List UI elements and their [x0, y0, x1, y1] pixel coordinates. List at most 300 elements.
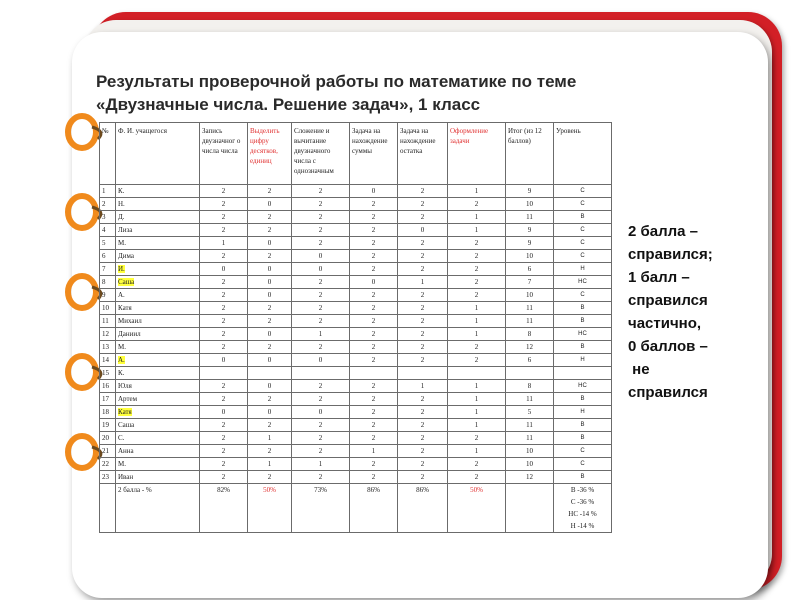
- score-cell: 1: [448, 393, 506, 406]
- score-cell: 2: [292, 315, 350, 328]
- score-cell: 1: [448, 302, 506, 315]
- level-cell: НС: [554, 380, 612, 393]
- level-percent: НС -14 %: [568, 510, 597, 518]
- score-cell: 10: [506, 445, 554, 458]
- summary-percent-cell: 73%: [292, 484, 350, 533]
- score-cell: 2: [292, 237, 350, 250]
- student-name-cell: [116, 380, 200, 393]
- legend-line: справился: [628, 384, 708, 401]
- legend-line: 2 балла –: [628, 223, 699, 240]
- table-row: [100, 406, 612, 419]
- student-name: И.: [118, 265, 125, 273]
- score-cell: 1: [448, 445, 506, 458]
- table-row: [100, 211, 612, 224]
- score-cell: [448, 367, 506, 380]
- score-cell: 2: [398, 237, 448, 250]
- score-cell: 2: [292, 198, 350, 211]
- column-header: Задача на нахождение остатка: [398, 123, 448, 185]
- level-cell: Н: [554, 263, 612, 276]
- level-cell: Н: [554, 406, 612, 419]
- summary-percent-cell: 86%: [398, 484, 448, 533]
- table-row: [100, 315, 612, 328]
- table-row: [100, 419, 612, 432]
- table-row: [100, 432, 612, 445]
- summary-percent-cell: 50%: [448, 484, 506, 533]
- summary-percent-cell: [506, 484, 554, 533]
- score-cell: 2: [350, 458, 398, 471]
- student-name: Анна: [118, 447, 134, 455]
- score-cell: 0: [200, 406, 248, 419]
- row-number: 20: [100, 432, 116, 445]
- score-cell: 2: [350, 471, 398, 484]
- student-name-cell: [116, 276, 200, 289]
- level-cell: С: [554, 445, 612, 458]
- column-header: Уровень: [554, 123, 612, 185]
- score-cell: 1: [350, 445, 398, 458]
- legend-line: справился;: [628, 246, 713, 263]
- score-cell: 2: [292, 445, 350, 458]
- student-name: М.: [118, 460, 126, 468]
- score-cell: 0: [248, 406, 292, 419]
- score-cell: 8: [506, 380, 554, 393]
- score-cell: 9: [506, 224, 554, 237]
- score-cell: 2: [248, 471, 292, 484]
- level-cell: С: [554, 289, 612, 302]
- score-cell: 1: [448, 406, 506, 419]
- score-cell: 2: [448, 289, 506, 302]
- student-name: С.: [118, 434, 125, 442]
- student-name-cell: [116, 432, 200, 445]
- score-cell: 2: [350, 198, 398, 211]
- score-cell: 0: [350, 276, 398, 289]
- column-header: Итог (из 12 баллов): [506, 123, 554, 185]
- legend-line: справился: [628, 292, 708, 309]
- score-cell: 2: [292, 393, 350, 406]
- score-cell: 1: [398, 380, 448, 393]
- score-cell: 2: [398, 315, 448, 328]
- score-cell: 0: [200, 354, 248, 367]
- student-name-cell: [116, 185, 200, 198]
- score-cell: 2: [350, 406, 398, 419]
- level-cell: Н: [554, 354, 612, 367]
- student-name: Юля: [118, 382, 132, 390]
- results-table-container: [99, 122, 611, 533]
- score-cell: 2: [398, 185, 448, 198]
- score-cell: 2: [448, 354, 506, 367]
- score-cell: 2: [448, 471, 506, 484]
- student-name: Н.: [118, 200, 125, 208]
- score-cell: 0: [248, 354, 292, 367]
- score-cell: 0: [248, 198, 292, 211]
- score-cell: [350, 367, 398, 380]
- row-number: 16: [100, 380, 116, 393]
- level-cell: В: [554, 419, 612, 432]
- score-cell: 0: [398, 224, 448, 237]
- column-header: Выделить цифру десятков, единиц: [248, 123, 292, 185]
- column-header: Оформление задачи: [448, 123, 506, 185]
- score-cell: 2: [200, 185, 248, 198]
- row-number: 1: [100, 185, 116, 198]
- score-cell: 2: [398, 393, 448, 406]
- table-row: [100, 354, 612, 367]
- score-cell: 2: [398, 211, 448, 224]
- row-number: 2: [100, 198, 116, 211]
- score-cell: 2: [448, 263, 506, 276]
- score-cell: 1: [448, 211, 506, 224]
- score-cell: 1: [448, 380, 506, 393]
- table-row: [100, 471, 612, 484]
- score-cell: 6: [506, 354, 554, 367]
- column-header: Ф. И. учащегося: [116, 123, 200, 185]
- score-cell: 2: [292, 341, 350, 354]
- table-row: [100, 458, 612, 471]
- score-cell: 2: [398, 432, 448, 445]
- score-cell: 0: [292, 250, 350, 263]
- score-cell: 2: [398, 419, 448, 432]
- level-cell: С: [554, 250, 612, 263]
- score-cell: 2: [248, 315, 292, 328]
- student-name: Артем: [118, 395, 138, 403]
- student-name-cell: [116, 471, 200, 484]
- score-cell: 0: [200, 263, 248, 276]
- score-cell: 0: [248, 276, 292, 289]
- row-number: 18: [100, 406, 116, 419]
- row-number: 11: [100, 315, 116, 328]
- score-cell: 2: [350, 354, 398, 367]
- score-cell: 2: [448, 237, 506, 250]
- score-cell: 2: [350, 315, 398, 328]
- student-name-cell: [116, 406, 200, 419]
- score-cell: 2: [248, 185, 292, 198]
- score-cell: 2: [248, 250, 292, 263]
- score-cell: 1: [292, 458, 350, 471]
- student-name-cell: [116, 354, 200, 367]
- level-cell: В: [554, 315, 612, 328]
- score-cell: 2: [200, 341, 248, 354]
- table-row: [100, 237, 612, 250]
- level-cell: С: [554, 458, 612, 471]
- score-cell: 0: [292, 354, 350, 367]
- score-cell: 10: [506, 458, 554, 471]
- summary-percent-cell: 50%: [248, 484, 292, 533]
- table-body: [100, 185, 612, 533]
- score-cell: 2: [292, 224, 350, 237]
- student-name: Дима: [118, 252, 135, 260]
- score-cell: 2: [448, 432, 506, 445]
- legend-line: 1 балл –: [628, 269, 690, 286]
- level-cell: В: [554, 211, 612, 224]
- score-cell: 2: [398, 328, 448, 341]
- row-number: 3: [100, 211, 116, 224]
- score-cell: 2: [398, 406, 448, 419]
- score-cell: 2: [350, 341, 398, 354]
- score-cell: 1: [448, 315, 506, 328]
- score-cell: 0: [248, 289, 292, 302]
- score-cell: 2: [292, 289, 350, 302]
- score-cell: 2: [200, 315, 248, 328]
- score-cell: 0: [248, 263, 292, 276]
- score-cell: 2: [248, 224, 292, 237]
- table-row: [100, 198, 612, 211]
- score-cell: 2: [292, 276, 350, 289]
- score-cell: 2: [200, 419, 248, 432]
- score-cell: 2: [398, 263, 448, 276]
- student-name-cell: [116, 393, 200, 406]
- summary-percent-cell: 82%: [200, 484, 248, 533]
- column-header: №: [100, 123, 116, 185]
- score-cell: 0: [248, 237, 292, 250]
- score-cell: [292, 367, 350, 380]
- score-cell: 2: [292, 432, 350, 445]
- student-name: М.: [118, 343, 126, 351]
- summary-levels-cell: [554, 484, 612, 533]
- level-cell: НС: [554, 328, 612, 341]
- student-name-cell: [116, 458, 200, 471]
- level-cell: С: [554, 237, 612, 250]
- row-number: 17: [100, 393, 116, 406]
- score-cell: 2: [200, 445, 248, 458]
- score-cell: 9: [506, 185, 554, 198]
- score-cell: 2: [350, 237, 398, 250]
- student-name: Лиза: [118, 226, 133, 234]
- row-number: 14: [100, 354, 116, 367]
- table-row: [100, 367, 612, 380]
- score-cell: 2: [248, 419, 292, 432]
- score-cell: [506, 367, 554, 380]
- table-row: [100, 263, 612, 276]
- score-cell: 2: [292, 185, 350, 198]
- score-cell: 11: [506, 419, 554, 432]
- table-row: [100, 250, 612, 263]
- row-number: 9: [100, 289, 116, 302]
- score-cell: 2: [200, 458, 248, 471]
- score-cell: 2: [448, 276, 506, 289]
- student-name-cell: [116, 237, 200, 250]
- score-cell: 1: [292, 328, 350, 341]
- score-cell: 9: [506, 237, 554, 250]
- score-cell: 12: [506, 341, 554, 354]
- score-cell: 2: [350, 302, 398, 315]
- score-cell: 5: [506, 406, 554, 419]
- score-cell: 2: [398, 354, 448, 367]
- score-cell: [200, 367, 248, 380]
- score-cell: 10: [506, 198, 554, 211]
- score-cell: 2: [292, 302, 350, 315]
- student-name-cell: [116, 445, 200, 458]
- table-row: [100, 185, 612, 198]
- grading-legend: [628, 220, 738, 404]
- level-cell: С: [554, 198, 612, 211]
- row-number: 19: [100, 419, 116, 432]
- level-percent: С -36 %: [570, 498, 595, 506]
- score-cell: 8: [506, 328, 554, 341]
- score-cell: 6: [506, 263, 554, 276]
- row-number: 8: [100, 276, 116, 289]
- score-cell: 2: [350, 328, 398, 341]
- score-cell: 2: [248, 445, 292, 458]
- score-cell: 2: [448, 341, 506, 354]
- score-cell: 2: [200, 432, 248, 445]
- results-table: [99, 122, 612, 533]
- row-number: 12: [100, 328, 116, 341]
- level-cell: [554, 367, 612, 380]
- score-cell: 10: [506, 289, 554, 302]
- score-cell: 2: [248, 393, 292, 406]
- student-name-cell: [116, 289, 200, 302]
- score-cell: 1: [200, 237, 248, 250]
- row-number: 23: [100, 471, 116, 484]
- student-name-cell: [116, 419, 200, 432]
- score-cell: 2: [200, 302, 248, 315]
- score-cell: 7: [506, 276, 554, 289]
- score-cell: 2: [200, 211, 248, 224]
- score-cell: 2: [248, 341, 292, 354]
- score-cell: 2: [398, 341, 448, 354]
- score-cell: 2: [200, 328, 248, 341]
- row-number: 13: [100, 341, 116, 354]
- student-name: М.: [118, 239, 126, 247]
- score-cell: 2: [350, 250, 398, 263]
- title-line-1: Результаты проверочной работы по математике по теме: [96, 72, 577, 91]
- level-cell: В: [554, 471, 612, 484]
- legend-line: 0 баллов –: [628, 338, 708, 355]
- score-cell: 12: [506, 471, 554, 484]
- level-cell: В: [554, 393, 612, 406]
- score-cell: 2: [200, 198, 248, 211]
- student-name-cell: [116, 224, 200, 237]
- score-cell: 2: [350, 289, 398, 302]
- level-cell: В: [554, 432, 612, 445]
- table-header-row: [100, 123, 612, 185]
- score-cell: 2: [398, 445, 448, 458]
- score-cell: 2: [398, 250, 448, 263]
- score-cell: 11: [506, 315, 554, 328]
- score-cell: 0: [248, 328, 292, 341]
- table-row: [100, 341, 612, 354]
- student-name-cell: [116, 367, 200, 380]
- score-cell: 2: [200, 276, 248, 289]
- student-name: А.: [118, 291, 125, 299]
- level-cell: С: [554, 185, 612, 198]
- score-cell: 11: [506, 393, 554, 406]
- score-cell: 2: [350, 393, 398, 406]
- student-name: Михаил: [118, 317, 142, 325]
- score-cell: 2: [350, 380, 398, 393]
- score-cell: 2: [350, 211, 398, 224]
- student-name: Иван: [118, 473, 134, 481]
- score-cell: 2: [448, 198, 506, 211]
- level-cell: В: [554, 302, 612, 315]
- legend-line: не: [628, 361, 650, 378]
- score-cell: 2: [350, 263, 398, 276]
- level-cell: НС: [554, 276, 612, 289]
- table-row: [100, 445, 612, 458]
- score-cell: 1: [448, 328, 506, 341]
- row-number: 4: [100, 224, 116, 237]
- score-cell: 2: [350, 224, 398, 237]
- score-cell: 2: [200, 289, 248, 302]
- score-cell: 2: [200, 224, 248, 237]
- student-name-cell: [116, 250, 200, 263]
- table-row: [100, 276, 612, 289]
- score-cell: 1: [248, 458, 292, 471]
- score-cell: 11: [506, 302, 554, 315]
- student-name-cell: [116, 198, 200, 211]
- table-row: [100, 302, 612, 315]
- score-cell: 2: [350, 432, 398, 445]
- row-number: 10: [100, 302, 116, 315]
- student-name-cell: [116, 302, 200, 315]
- column-header: Сложение и вычитание двузначного числа с однозначным: [292, 123, 350, 185]
- score-cell: 11: [506, 211, 554, 224]
- score-cell: 2: [448, 250, 506, 263]
- row-number: 21: [100, 445, 116, 458]
- score-cell: 2: [398, 289, 448, 302]
- score-cell: 1: [448, 185, 506, 198]
- score-cell: [398, 367, 448, 380]
- table-row: [100, 393, 612, 406]
- summary-row: [100, 484, 612, 533]
- score-cell: [248, 367, 292, 380]
- score-cell: 1: [248, 432, 292, 445]
- score-cell: 11: [506, 432, 554, 445]
- score-cell: 2: [248, 302, 292, 315]
- column-header: Запись двузначног о числа числа: [200, 123, 248, 185]
- row-number: 15: [100, 367, 116, 380]
- score-cell: 2: [350, 419, 398, 432]
- score-cell: 2: [398, 198, 448, 211]
- score-cell: 2: [398, 458, 448, 471]
- score-cell: 2: [292, 211, 350, 224]
- table-row: [100, 289, 612, 302]
- level-percent: Н -14 %: [570, 522, 595, 530]
- column-header: Задача на нахождение суммы: [350, 123, 398, 185]
- score-cell: 0: [292, 263, 350, 276]
- table-row: [100, 380, 612, 393]
- score-cell: 1: [398, 276, 448, 289]
- level-cell: С: [554, 224, 612, 237]
- score-cell: 2: [200, 250, 248, 263]
- score-cell: 1: [448, 224, 506, 237]
- summary-empty-cell: [100, 484, 116, 533]
- score-cell: 2: [292, 419, 350, 432]
- row-number: 22: [100, 458, 116, 471]
- student-name: А.: [118, 356, 125, 364]
- legend-line: частично,: [628, 315, 702, 332]
- score-cell: 2: [398, 471, 448, 484]
- score-cell: 0: [248, 380, 292, 393]
- summary-label: 2 балла - %: [116, 484, 200, 533]
- student-name-cell: [116, 328, 200, 341]
- row-number: 6: [100, 250, 116, 263]
- slide-title: [96, 70, 696, 116]
- student-name: Катя: [118, 304, 132, 312]
- student-name: К.: [118, 187, 125, 195]
- student-name: К.: [118, 369, 125, 377]
- summary-percent-cell: 86%: [350, 484, 398, 533]
- student-name-cell: [116, 315, 200, 328]
- level-percent: В -36 %: [570, 486, 595, 494]
- score-cell: 2: [200, 471, 248, 484]
- student-name: Саша: [118, 278, 135, 286]
- student-name-cell: [116, 263, 200, 276]
- student-name: Даниил: [118, 330, 141, 338]
- score-cell: 2: [292, 471, 350, 484]
- score-cell: 2: [200, 380, 248, 393]
- table-row: [100, 224, 612, 237]
- score-cell: 0: [350, 185, 398, 198]
- score-cell: 10: [506, 250, 554, 263]
